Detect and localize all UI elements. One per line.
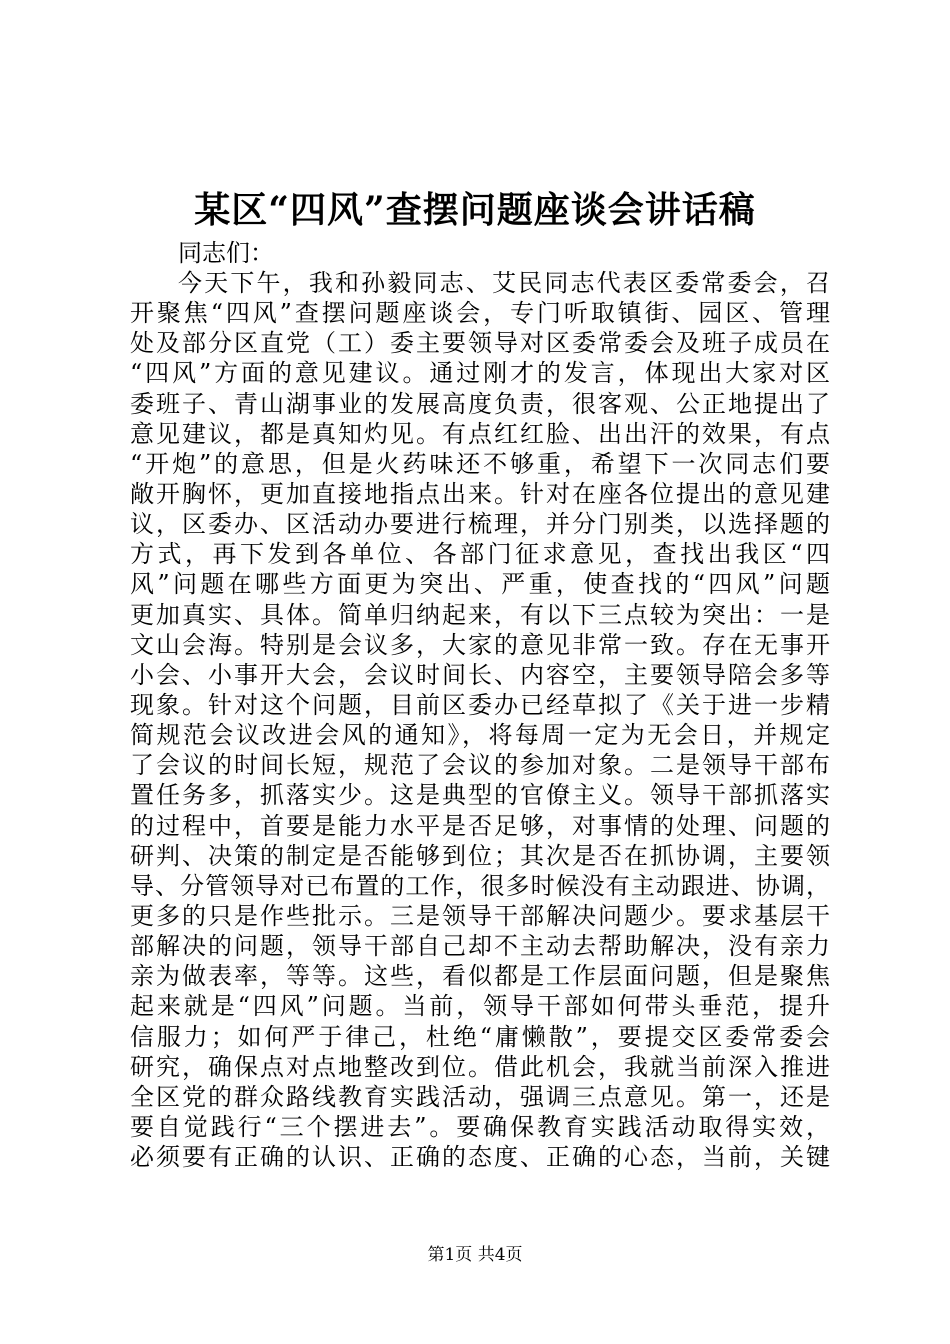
body-line: 今天下午，我和孙毅同志、艾民同志代表区委常委会，召 — [178, 269, 830, 297]
body-text — [130, 268, 830, 1172]
body-line: 要自觉践行“三个摆进去”。要确保教育实践活动取得实效， — [130, 1112, 830, 1141]
body-line: 处及部分区直党（工）委主要领导对区委常委会及班子成员在 — [130, 329, 830, 358]
body-line: 简规范会议改进会风的通知》，将每周一定为无会日，并规定 — [130, 721, 830, 750]
body-line: 研判、决策的制定是否能够到位；其次是否在抓协调，主要领 — [130, 841, 830, 870]
document-title: 某区“四风”查摆问题座谈会讲话稿 — [194, 189, 756, 231]
body-line: 导、分管领导对已布置的工作，很多时候没有主动跟进、协调， — [130, 871, 830, 900]
body-line: 的过程中，首要是能力水平是否足够，对事情的处理、问题的 — [130, 811, 830, 840]
body-line: 敞开胸怀，更加直接地指点出来。针对在座各位提出的意见建 — [130, 479, 830, 508]
body-line: 更多的只是作些批示。三是领导干部解决问题少。要求基层干 — [130, 901, 830, 930]
body-line: “开炮”的意思，但是火药味还不够重，希望下一次同志们要 — [130, 449, 830, 478]
body-line: 文山会海。特别是会议多，大家的意见非常一致。存在无事开 — [130, 630, 830, 659]
body-line: 开聚焦“四风”查摆问题座谈会，专门听取镇街、园区、管理 — [130, 299, 830, 328]
body-line: 意见建议，都是真知灼见。有点红红脸、出出汗的效果，有点 — [130, 419, 830, 448]
body-line: 信服力；如何严于律己，杜绝“庸懒散”，要提交区委常委会 — [130, 1022, 830, 1051]
body-line: 起来就是“四风”问题。当前，领导干部如何带头垂范，提升 — [130, 992, 830, 1021]
body-line: 委班子、青山湖事业的发展高度负责，很客观、公正地提出了 — [130, 389, 830, 418]
salutation: 同志们： — [178, 239, 274, 267]
body-line: 更加真实、具体。简单归纳起来，有以下三点较为突出：一是 — [130, 600, 830, 629]
body-line: “四风”方面的意见建议。通过刚才的发言，体现出大家对区 — [130, 359, 830, 388]
body-line: 研究，确保点对点地整改到位。借此机会，我就当前深入推进 — [130, 1052, 830, 1081]
body-line: 必须要有正确的认识、正确的态度、正确的心态，当前，关键 — [130, 1143, 830, 1172]
body-line: 现象。针对这个问题，目前区委办已经草拟了《关于进一步精 — [130, 690, 830, 719]
page-number-footer: 第1页 共4页 — [427, 1245, 523, 1265]
body-line: 部解决的问题，领导干部自己却不主动去帮助解决，没有亲力 — [130, 932, 830, 961]
body-line: 小会、小事开大会，会议时间长、内容空，主要领导陪会多等 — [130, 660, 830, 689]
body-line: 方式，再下发到各单位、各部门征求意见，查找出我区“四 — [130, 540, 830, 569]
body-line: 亲为做表率，等等。这些，看似都是工作层面问题，但是聚焦 — [130, 962, 830, 991]
body-line: 置任务多，抓落实少。这是典型的官僚主义。领导干部抓落实 — [130, 781, 830, 810]
body-line: 了会议的时间长短，规范了会议的参加对象。二是领导干部布 — [130, 751, 830, 780]
body-line: 全区党的群众路线教育实践活动，强调三点意见。第一，还是 — [130, 1082, 830, 1111]
body-line: 风”问题在哪些方面更为突出、严重，使查找的“四风”问题 — [130, 570, 830, 599]
body-line: 议，区委办、区活动办要进行梳理，并分门别类，以选择题的 — [130, 510, 830, 539]
